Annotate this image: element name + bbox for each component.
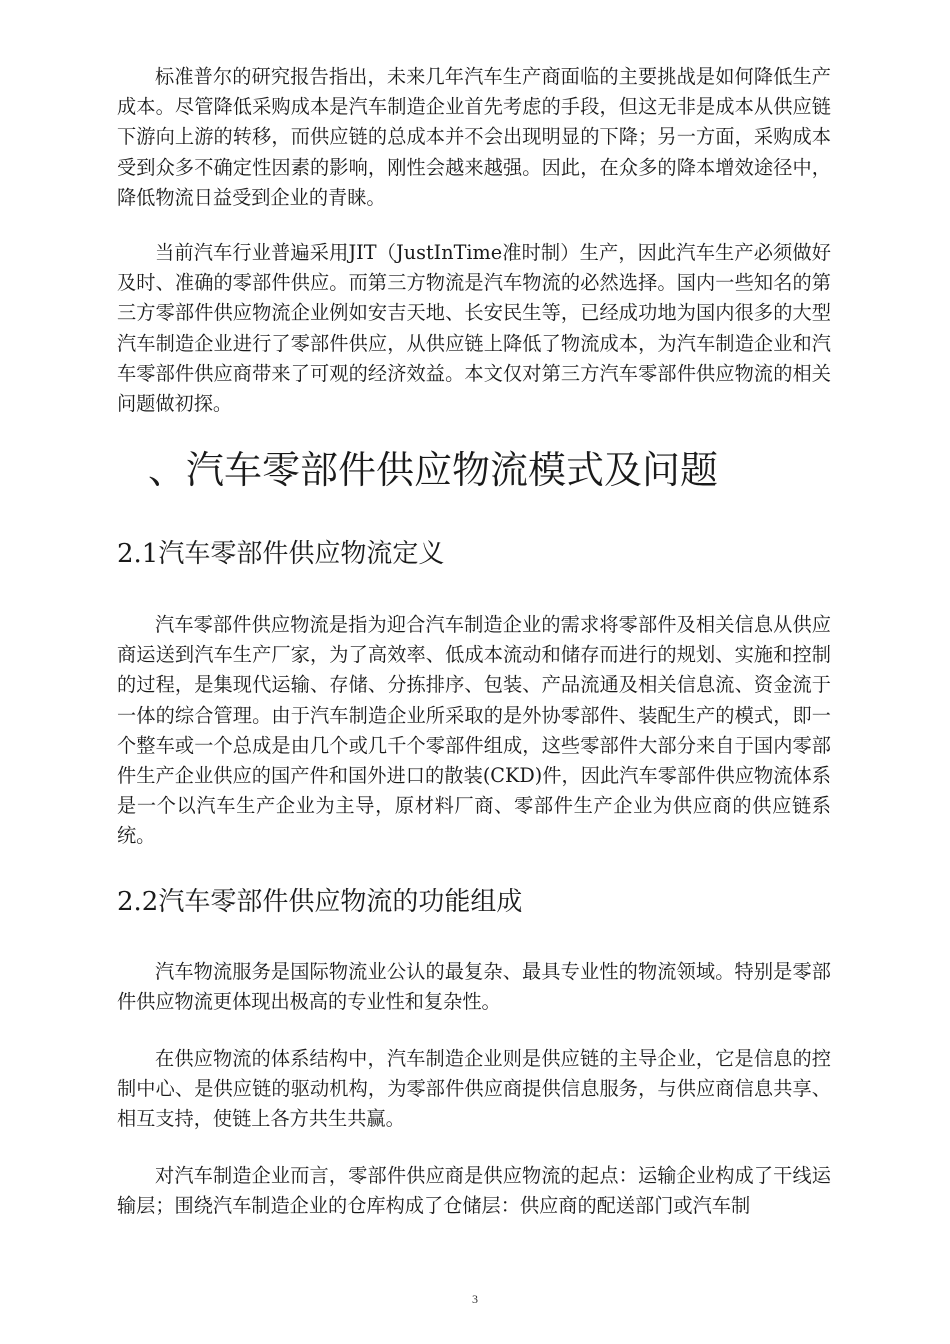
paragraph-system-structure: 在供应物流的体系结构中，汽车制造企业则是供应链的主导企业，它是信息的控制中心、是供应链的驱动机构，为零部件供应商提供信息服务，与供应商信息共享、相互支持，使链上各方共生共赢。 bbox=[117, 1047, 831, 1131]
page-number: 3 bbox=[472, 1292, 478, 1306]
subsection-heading-functions: 2.2汽车零部件供应物流的功能组成 bbox=[117, 887, 523, 917]
paragraph-supply-layers: 对汽车制造企业而言，零部件供应商是供应物流的起点：运输企业构成了干线运输层；围绕汽车制造企业的仓库构成了仓储层：供应商的配送部门或汽车制 bbox=[117, 1164, 831, 1218]
section-heading: 、汽车零部件供应物流模式及问题 bbox=[148, 448, 719, 492]
paragraph-logistics-service: 汽车物流服务是国际物流业公认的最复杂、最具专业性的物流领域。特别是零部件供应物流更体现出极高的专业性和复杂性。 bbox=[117, 960, 831, 1014]
paragraph-jit-third-party: 当前汽车行业普遍采用JIT（JustInTime准时制）生产，因此汽车生产必须做好及时、准确的零部件供应。而第三方物流是汽车物流的必然选择。国内一些知名的第三方零部件供应物流企业例如安吉天地、长安民生等，已经成功地为国内很多的大型汽车制造企业进行了零部件供应，从供应链上降低了物流成本，为汽车制造企业和汽车零部件供应商带来了可观的经济效益。本文仅对第三方汽车零部件供应物流的相关问题做初探。 bbox=[117, 241, 831, 416]
paragraph-definition: 汽车零部件供应物流是指为迎合汽车制造企业的需求将零部件及相关信息从供应商运送到汽车生产厂家，为了高效率、低成本流动和储存而进行的规划、实施和控制的过程，是集现代运输、存储、分拣排序、包装、产品流通及相关信息流、资金流于一体的综合管理。由于汽车制造企业所采取的是外协零部件、装配生产的模式，即一个整车或一个总成是由几个或几千个零部件组成，这些零部件大部分来自于国内零部件生产企业供应的国产件和国外进口的散装(CKD)件，因此汽车零部件供应物流体系是一个以汽车生产企业为主导，原材料厂商、零部件生产企业为供应商的供应链系统。 bbox=[117, 613, 831, 848]
subsection-heading-definition: 2.1汽车零部件供应物流定义 bbox=[117, 539, 445, 569]
paragraph-cost-challenge: 标准普尔的研究报告指出，未来几年汽车生产商面临的主要挑战是如何降低生产成本。尽管降低采购成本是汽车制造企业首先考虑的手段，但这无非是成本从供应链下游向上游的转移，而供应链的总成本并不会出现明显的下降；另一方面，采购成本受到众多不确定性因素的影响，刚性会越来越强。因此，在众多的降本增效途径中，降低物流日益受到企业的青睐。 bbox=[117, 65, 831, 209]
